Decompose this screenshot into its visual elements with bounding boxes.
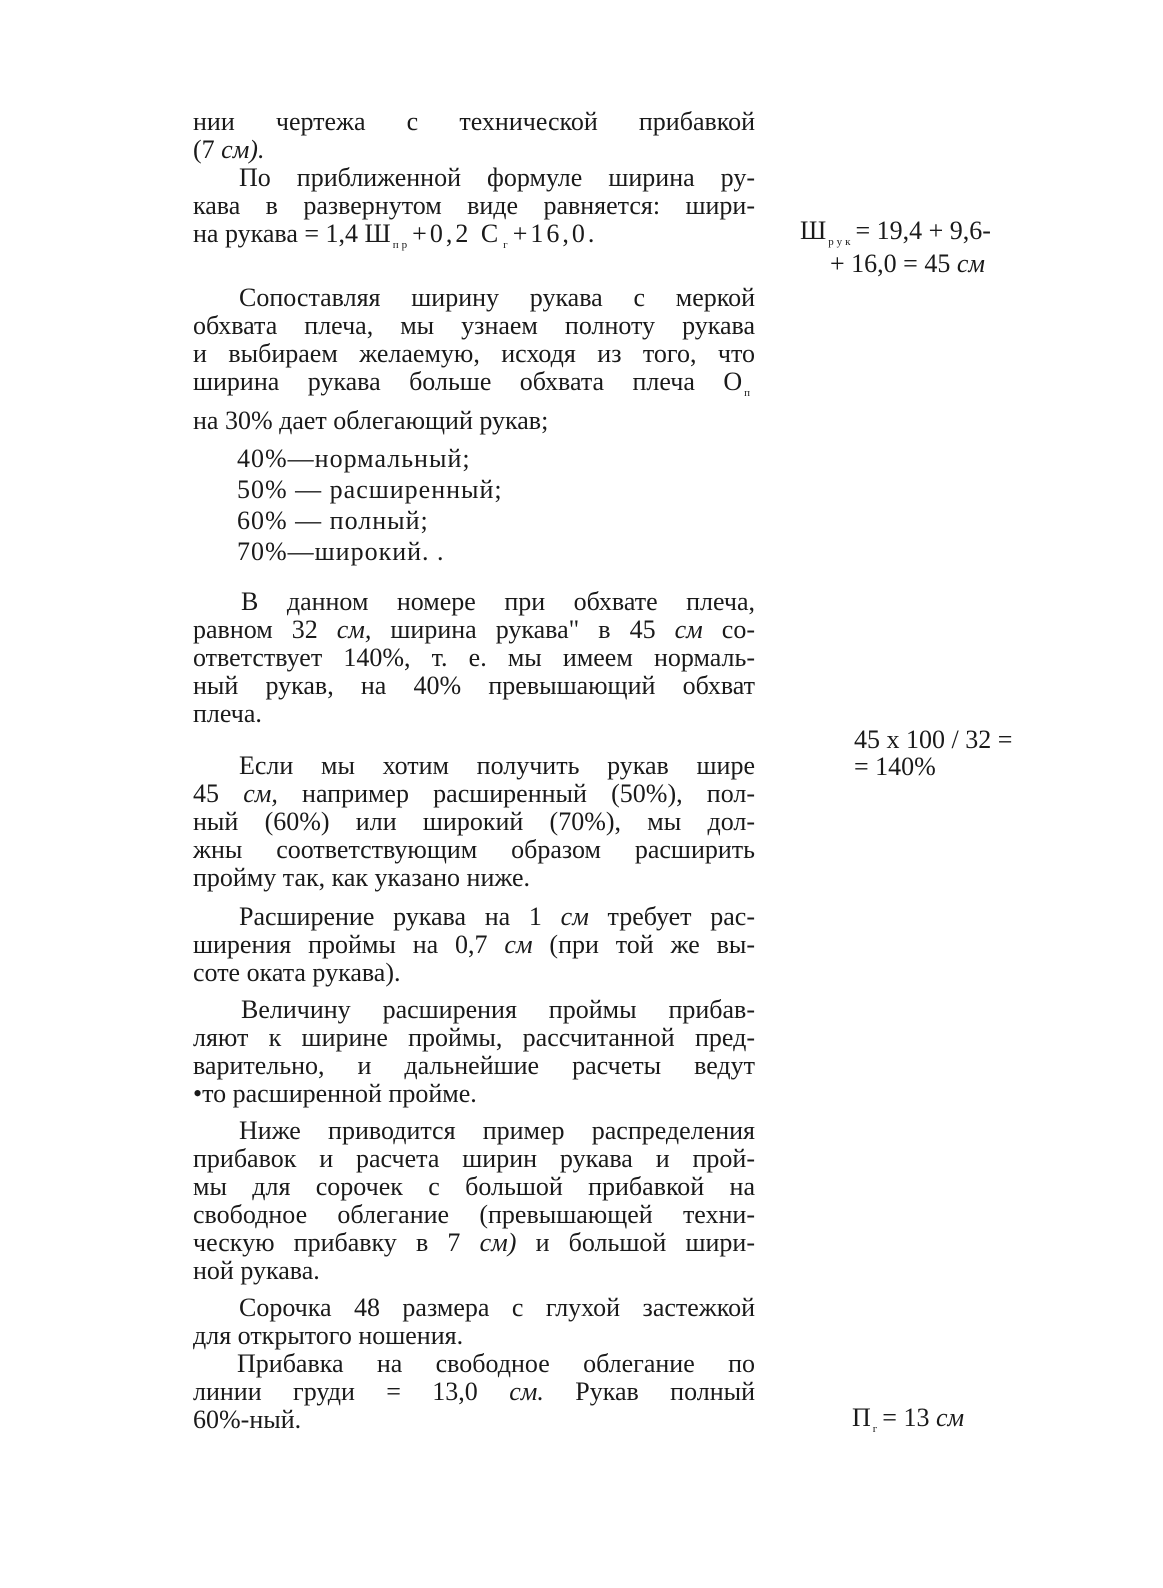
text-line: ширина рукава больше обхвата плеча О $_п$ — [193, 367, 753, 399]
text-line: и выбираем желаемую, исходя из того, что — [193, 339, 755, 368]
margin-formula-allowance: П $_г$= 13 см — [852, 1403, 965, 1435]
list-item: 50% — расширенный; — [237, 475, 503, 504]
text-line: ный (60%) или широкий (70%), мы дол- — [193, 807, 755, 836]
text-line: •то расширенной пройме. — [193, 1079, 477, 1108]
text-line: ный рукав, на 40% превышающий обхват — [193, 671, 755, 700]
text-line: жны соответствующим образом расширить — [193, 835, 755, 864]
text-line: для открытого ношения. — [193, 1321, 464, 1350]
text-line: плеча. — [193, 699, 262, 728]
list-item: 60% — полный; — [237, 506, 429, 535]
fullness-list — [237, 443, 799, 567]
text-line: прибавок и расчета ширин рукава и прой- — [193, 1144, 755, 1173]
text-line: обхвата плеча, мы узнаем полноту рукава — [193, 311, 755, 340]
paragraph-armhole-value — [193, 996, 755, 1108]
paragraph-allowance-chest — [193, 1350, 755, 1434]
text-line: соте оката рукава). — [193, 958, 401, 987]
margin-formula-percentage — [854, 726, 1012, 780]
text-line: свободное облегание (превышающей техни- — [193, 1200, 755, 1229]
text-line: Расширение рукава на 1 см требует рас- — [239, 902, 756, 931]
list-item: 70%—широкий. . — [237, 537, 445, 566]
text-line: ной рукава. — [193, 1256, 320, 1285]
text-line: Если мы хотим получить рукав шире — [239, 751, 755, 780]
text-line: пройму так, как указано ниже. — [193, 863, 531, 892]
text-line: (7 см). — [193, 135, 265, 164]
paragraph-sleeve-formula — [193, 164, 755, 259]
formula-line: 45 x 100 / 32 = — [854, 725, 1013, 754]
text-line: Сопоставляя ширину рукава с меркой — [239, 283, 755, 312]
text-line: варительно, и дальнейшие расчеты ведут — [193, 1051, 755, 1080]
paragraph-armhole-expansion — [193, 903, 755, 987]
paragraph-allowances-example — [193, 1117, 755, 1285]
formula-line: Ш $_{рук}$= 19,4 + 9,6- — [800, 216, 991, 248]
text-line: ческую прибавку в 7 см) и большой шири- — [193, 1228, 756, 1257]
text-line: 60%-ный. — [193, 1405, 302, 1434]
paragraph-wider-sleeve — [193, 752, 755, 892]
formula-line: + 16,0 = 45 см — [830, 249, 985, 278]
paragraph-continuation — [193, 108, 755, 164]
text-line: Прибавка на свободное облегание по — [237, 1349, 755, 1378]
text-line: ляют к ширине проймы, рассчитанной пред- — [193, 1023, 755, 1052]
formula-line: на рукава = 1,4 Ш $_{пр}$+0,2 С $_г$+16,0. — [193, 219, 598, 251]
formula-line: = 140% — [854, 752, 936, 781]
text-line: кава в развернутом виде равняется: шири- — [193, 191, 755, 220]
text-line: мы для сорочек с большой прибавкой на — [193, 1172, 755, 1201]
paragraph-comparison — [193, 284, 755, 435]
margin-formula-sleeve-width — [800, 217, 991, 278]
text-line: Ниже приводится пример распределения — [239, 1116, 755, 1145]
text-line: на 30% дает облегающий рукав; — [193, 406, 549, 435]
list-item: 40%—нормальный; — [237, 444, 471, 473]
text-line: 45 см, например расширенный (50%), пол- — [193, 779, 755, 808]
text-line: ширения проймы на 0,7 см (при той же вы- — [193, 930, 755, 959]
paragraph-shirt-size — [193, 1294, 755, 1350]
text-line: Величину расширения проймы прибав- — [241, 995, 755, 1024]
text-line: нии чертежа с технической прибавкой — [193, 107, 755, 136]
text-line: равном 32 см, ширина рукава" в 45 см со- — [193, 615, 755, 644]
text-line: В данном номере при обхвате плеча, — [241, 587, 755, 616]
text-line: По приближенной формуле ширина ру- — [239, 163, 755, 192]
text-line: Сорочка 48 размера с глухой застежкой — [239, 1293, 755, 1322]
text-line: ответствует 140%, т. е. мы имеем нормаль- — [193, 643, 755, 672]
text-line: линии груди = 13,0 см. Рукав полный — [193, 1377, 756, 1406]
paragraph-example — [193, 588, 755, 728]
